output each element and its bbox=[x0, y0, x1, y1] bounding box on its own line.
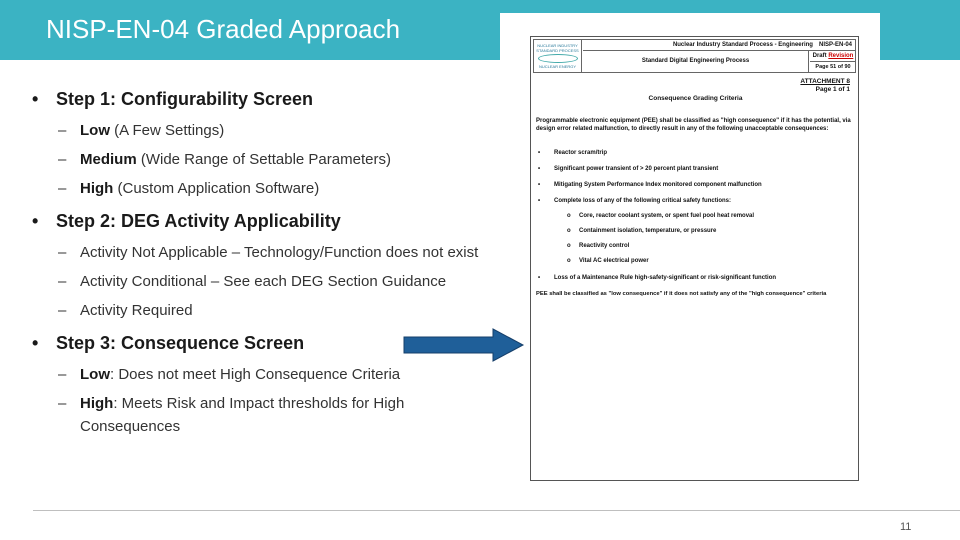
document-header-title: Nuclear Industry Standard Process - Engineering NISP-EN-04 bbox=[583, 40, 856, 51]
arrow-right-icon bbox=[403, 328, 525, 362]
document-page-label: Page 51 of 90 bbox=[815, 64, 851, 70]
document-process-title: Standard Digital Engineering Process bbox=[583, 51, 809, 72]
closing-paragraph: PEE shall be classified as "low consequence" if it does not satisfy any of the "high consequence" criteria bbox=[536, 291, 827, 297]
bullet-dot-icon: • bbox=[32, 211, 39, 231]
footer-divider bbox=[33, 510, 960, 511]
intro-paragraph: Programmable electronic equipment (PEE) shall be classified as "high consequence" if it has the potential, via design error related malfunction, to directly result in any of the following unacceptable consequences: bbox=[536, 118, 851, 132]
document-excerpt: NUCLEAR INDUSTRY STANDARD PROCESS NUCLEAR ENERGY Nuclear Industry Standard Process - Engineering NISP-EN-04 Standard Digital Engineering Process Draft Revision Page 51 of 90 ATTACHMENT 8 Page 1 of 1 Consequence Grading Criteria Programmable electronic equipment (PEE) shall be classified as "high consequence" if it has the potential, via design error related malfunction, to directly result in any of the following unacceptable consequences: • Reactor scram/trip • Significant power transient of > 20 percent plant transient • Mitigating System Performance Index monitored component malfunction • Complete loss of any of the following critical safety functions: o Core, reactor coolant system, or spent fuel pool heat removal o Containment isolation, temperature, or pressure o Reactivity control o Vital AC electrical power • Loss of a Maintenance Rule high-safety-significant or risk-significant function PEE shall be classified as "low consequence" if it does not satisfy any of the "high consequence" criteria bbox=[530, 36, 859, 481]
bullet-dot-icon: • bbox=[32, 89, 39, 109]
logo-ring-icon bbox=[538, 54, 578, 63]
nisp-logo: NUCLEAR INDUSTRY STANDARD PROCESS NUCLEAR ENERGY bbox=[534, 40, 582, 72]
slide-title: NISP-EN-04 Graded Approach bbox=[46, 14, 401, 44]
bullet-dot-icon: • bbox=[32, 333, 39, 353]
page-number: 11 bbox=[900, 521, 912, 533]
section-title: Consequence Grading Criteria bbox=[648, 95, 743, 102]
attachment-label: ATTACHMENT 8 Page 1 of 1 bbox=[800, 78, 850, 93]
document-header bbox=[533, 39, 856, 73]
document-revision: Draft Revision bbox=[810, 51, 856, 62]
